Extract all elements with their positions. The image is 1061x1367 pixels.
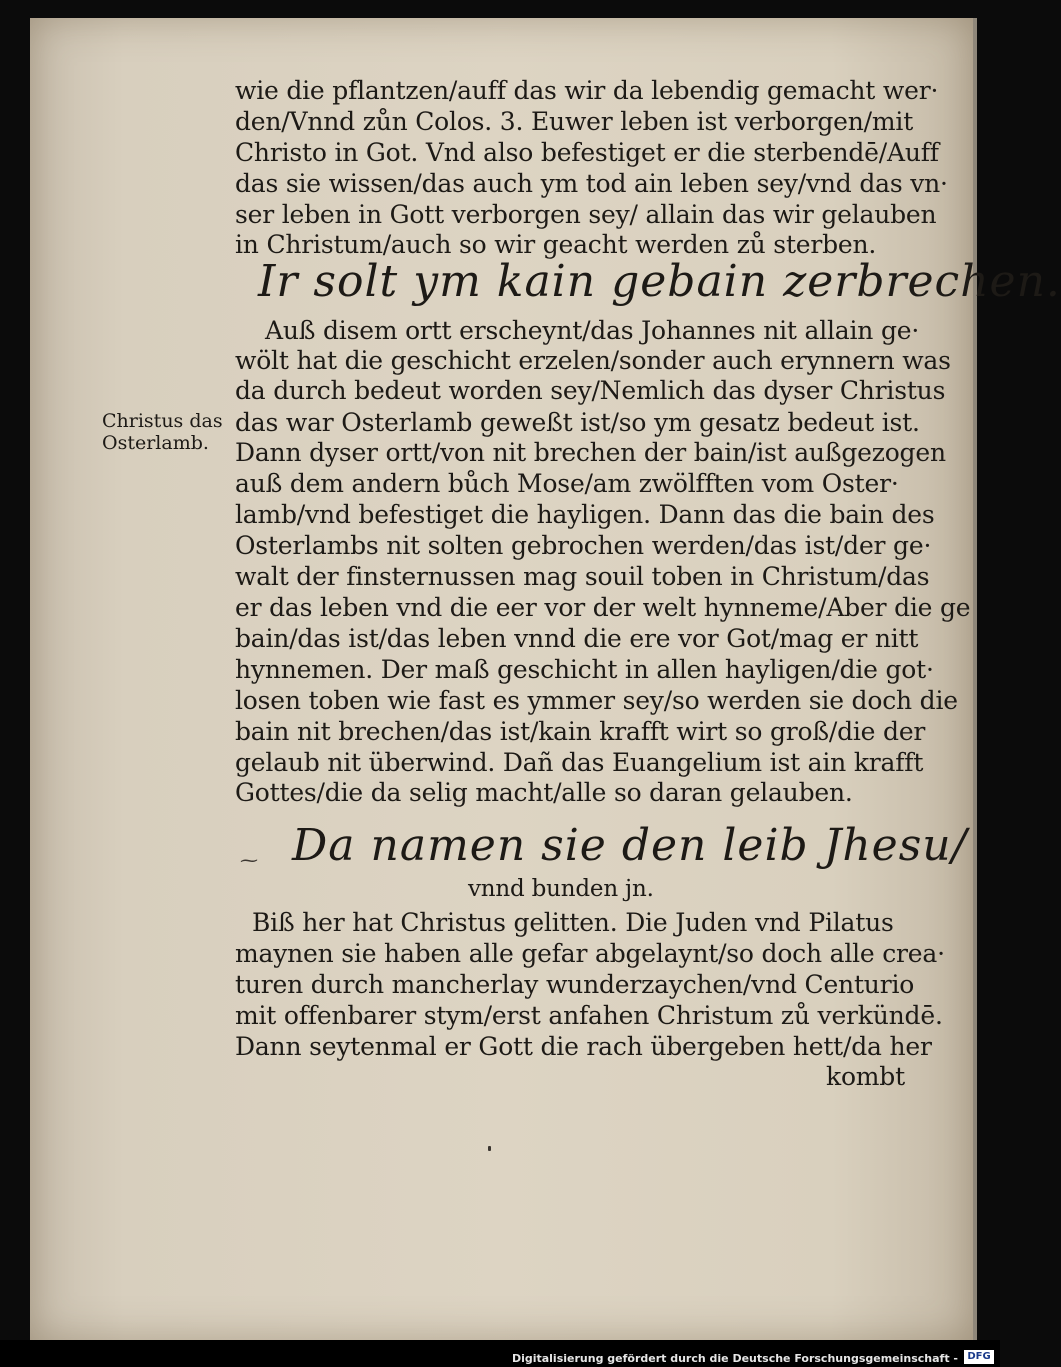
text-line: mit offenbarer stym/erst anfahen Christum zů verkündē. xyxy=(235,1001,943,1030)
text-line: lamb/vnd befestiget die hayligen. Dann das die bain des xyxy=(235,500,935,529)
text-line: gelaub nit überwind. Dañ das Euangelium ist ain krafft xyxy=(235,748,924,777)
page-text xyxy=(30,18,1061,1340)
margin-note: Osterlamb. xyxy=(102,432,209,454)
dfg-logo: DFG xyxy=(964,1350,994,1364)
text-line: wölt hat die geschicht erzelen/sonder auch erynnern was xyxy=(235,346,951,375)
margin-note: Christus das xyxy=(102,410,223,432)
text-line: losen toben wie fast es ymmer sey/so werden sie doch die xyxy=(235,686,958,715)
text-line: Osterlambs nit solten gebrochen werden/das ist/der ge· xyxy=(235,531,932,560)
text-line: maynen sie haben alle gefar abgelaynt/so doch alle crea· xyxy=(235,939,945,968)
text-line: ser leben in Gott verborgen sey/ allain das wir gelauben xyxy=(235,200,937,229)
text-line: walt der finsternussen mag souil toben in Christum/das xyxy=(235,562,930,591)
text-line: turen durch mancherlay wunderzaychen/vnd Centurio xyxy=(235,970,915,999)
text-line: Biß her hat Christus gelitten. Die Juden vnd Pilatus xyxy=(252,908,894,937)
text-line: Dann dyser ortt/von nit brechen der bain/ist außgezogen xyxy=(235,438,946,467)
scanned-page xyxy=(30,18,1061,1340)
funding-notice: Digitalisierung gefördert durch die Deutsche Forschungsgemeinschaft - xyxy=(511,1352,958,1365)
ink-speck xyxy=(488,1146,491,1151)
text-line: bain/das ist/das leben vnnd die ere vor Got/mag er nitt xyxy=(235,624,919,653)
section-heading: Ir solt ym kain gebain zerbrechen. xyxy=(258,256,1061,307)
text-line: den/Vnnd zůn Colos. 3. Euwer leben ist verborgen/mit xyxy=(235,107,914,136)
text-line: bain nit brechen/das ist/kain krafft wirt so groß/die der xyxy=(235,717,926,746)
decorative-mark: ⁓ xyxy=(240,850,258,871)
text-line: Auß disem ortt erscheynt/das Johannes nit allain ge· xyxy=(265,316,920,345)
text-line: Gottes/die da selig macht/alle so daran gelauben. xyxy=(235,778,853,807)
text-line: Dann seytenmal er Gott die rach übergeben hett/da her xyxy=(235,1032,932,1061)
text-line: wie die pflantzen/auff das wir da lebendig gemacht wer· xyxy=(235,76,939,105)
catchword: kombt xyxy=(826,1062,905,1091)
text-line: in Christum/auch so wir geacht werden zů sterben. xyxy=(235,230,877,259)
text-line: das war Osterlamb geweßt ist/so ym gesatz bedeut ist. xyxy=(235,408,920,437)
text-line: das sie wissen/das auch ym tod ain leben sey/vnd das vn· xyxy=(235,169,948,198)
heading-continuation: vnnd bunden jn. xyxy=(468,876,654,902)
text-line: hynnemen. Der maß geschicht in allen hayligen/die got· xyxy=(235,655,934,684)
text-line: Christo in Got. Vnd also befestiget er die sterbendē/Auff xyxy=(235,138,939,167)
section-heading: Da namen sie den leib Jhesu/ xyxy=(292,820,968,871)
text-line: auß dem andern bůch Mose/am zwölfften vom Oster· xyxy=(235,469,899,498)
footer-bar xyxy=(0,1340,1000,1367)
text-line: da durch bedeut worden sey/Nemlich das dyser Christus xyxy=(235,376,946,405)
text-line: er das leben vnd die eer vor der welt hynneme/Aber die ge xyxy=(235,593,971,622)
